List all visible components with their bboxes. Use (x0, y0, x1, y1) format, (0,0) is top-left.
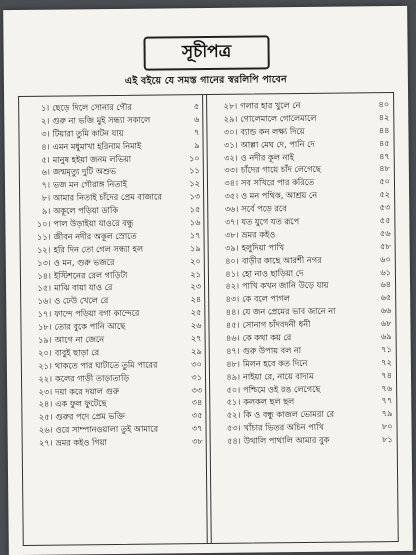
entry-page-number: ৬৬ (380, 305, 392, 316)
entry-number: ২১। (38, 360, 52, 371)
entry-number: ১৪। (37, 270, 51, 281)
entry-title: এমন মধুমাখা হরিনাম নিমাই (52, 140, 142, 152)
entry-title: মাঝি বায়া যাও রে (54, 282, 113, 294)
entry-page-number: ২৩ (190, 281, 202, 292)
entry-title: যে জন প্রেমের ভাব জানে না (242, 305, 336, 317)
entry-number: ২। (40, 115, 50, 126)
entry-title: বাবুই ছাড়া রে (54, 347, 100, 358)
entry-title: জীবন নদীর অকূল স্রোতে (53, 230, 137, 242)
entry-title: বাড়ীর কাছে আরশী নগর (241, 254, 322, 266)
entry-page-number: ১১ (189, 165, 200, 176)
entry-page-number: ১২ (189, 178, 201, 189)
entry-title: ও ঢেউ খেলে রে (54, 295, 109, 306)
entry-title: মিলন হবে কত দিনে (242, 357, 308, 369)
entry-number: ১৯। (37, 334, 52, 345)
entry-number: ২০। (38, 347, 52, 358)
entry-page-number: ১৭ (189, 229, 201, 241)
entry-title: অকূলে পড়িয়া ডাকি (53, 205, 119, 216)
entry-page-number: ৭৪ (381, 369, 393, 380)
entry-number: ৫৩। (226, 422, 241, 434)
entry-number: ৩৭। (224, 216, 239, 227)
entry-number: ৪৭। (226, 345, 240, 356)
entry-title: জন্মমৃত্যু দুটি অশুভ (52, 166, 117, 178)
entry-page-number: ৭৬ (381, 382, 393, 393)
toc-entry (215, 434, 393, 449)
entry-number: ৪। (41, 141, 50, 152)
entry-page-number: ১৬ (189, 217, 201, 228)
entry-page-number: ৫ (193, 101, 200, 112)
entry-page-number: ২৭ (190, 333, 202, 344)
entry-title: উথালি পাথালি আমার বুক (243, 434, 330, 446)
entry-title: আগে না জেনে (54, 334, 105, 345)
entry-number: ১৩। (37, 257, 51, 268)
entry-number: ৫২। (226, 409, 241, 421)
entry-page-number: ৭২ (381, 356, 392, 367)
entry-title: কে বলে পাগল (242, 293, 290, 304)
title-area (3, 34, 407, 70)
entry-page-number: ৭৯ (381, 408, 393, 419)
entry-page-number: ৫২ (379, 189, 391, 200)
entry-title: ছেড়ে দিলে সোনার গৌর (52, 101, 132, 113)
entry-page-number: ৫০ (379, 176, 391, 187)
entry-title: গুরুর পদে প্রেম ভক্তি (55, 411, 125, 422)
entry-number: ১২। (37, 244, 51, 255)
entry-title: গোলেমালে গোলেমালে (240, 112, 317, 124)
entry-title: সব সখিরে পার করিতে (240, 177, 315, 188)
entry-page-number: ৭ (194, 126, 200, 137)
entry-page-number: ৩০ (191, 358, 202, 369)
entry-number: ২৫। (38, 411, 53, 423)
entry-number: ৪২। (225, 281, 240, 292)
entry-page-number: ৬১ (380, 266, 391, 277)
entry-number: ২২। (38, 373, 53, 384)
entry-title: তোর বুকে পানি আছে (54, 320, 126, 332)
entry-number: ৭। (41, 179, 51, 191)
entry-page-number: ৫৩ (379, 202, 391, 213)
entry-page-number: ৬৯ (380, 331, 392, 342)
entry-number: ২৯। (223, 113, 238, 124)
entry-title: কলকল ছল ছল (243, 396, 295, 408)
entry-page-number: ১৫ (189, 204, 201, 215)
toc-right-column (211, 99, 393, 449)
entry-page-number: ৩৪ (191, 397, 203, 408)
entry-page-number: ৫৮ (379, 240, 391, 251)
entry-number: ৯। (41, 205, 51, 216)
entry-title: কে কথা কয় রে (242, 332, 292, 343)
entry-title: পাখি কখন জানি উড়ে যায় (242, 280, 329, 292)
entry-title: গুরু না ভজি মুই সন্ধ্যা সকালে (52, 114, 151, 126)
entry-title: ও মন পথিক, আশ্রয় নে (241, 190, 318, 201)
entry-page-number: ৭১ (381, 343, 392, 355)
entry-number: ২৬। (38, 424, 53, 435)
toc-left-column (23, 101, 203, 451)
entry-number: ৩। (41, 128, 50, 139)
entry-title: ওরে সাম্পানওয়ালা তুই আমারে (55, 423, 159, 435)
entry-page-number: ৬৮ (380, 318, 392, 329)
entry-title: গুরু উপায় বল না (242, 344, 302, 356)
entry-page-number: ৯ (194, 139, 200, 150)
entry-number: ৮। (41, 192, 51, 203)
entry-number: ৩৬। (224, 203, 239, 214)
entry-page-number: ৩৭ (191, 423, 203, 434)
entry-number: ৩৩। (224, 165, 238, 176)
entry-number: ৪১। (225, 268, 239, 279)
entry-title: খাঁচার ভিতর অচিন পাখি (243, 422, 324, 433)
entry-page-number: ৮১ (381, 434, 393, 445)
entry-title: ও মন, গুরু ভজরে (53, 256, 115, 268)
entry-title: মানুষ হইয়া জনম লভিয়া (52, 153, 132, 165)
book-page (3, 6, 413, 555)
entry-page-number: ৫৫ (379, 215, 391, 226)
entry-title: পশ্চিমে ওই রঙ লেগেছে (243, 383, 321, 395)
entry-number: ৩৫। (224, 190, 239, 202)
entry-page-number: ৩৮ (191, 436, 203, 447)
table-of-contents (18, 92, 399, 546)
page-title: সূচীপত্র (181, 41, 232, 63)
entry-title: কি ও বন্ধু কাজল ভোমরা রে (243, 409, 335, 420)
entry-page-number: ২৬ (190, 320, 202, 331)
entry-title: এক ফুল ফুটেছে (55, 398, 107, 410)
entry-number: ১৫। (37, 283, 52, 294)
entry-number: ৩৮। (224, 229, 239, 240)
entry-title: সোনাগ চাঁদবদনী ধনী (242, 319, 311, 330)
entry-title: যত যুগে যত রূপে (241, 216, 300, 227)
entry-number: ৩২। (224, 152, 238, 163)
entry-title: ইস্টিশনের রেল গাড়িটা (53, 269, 128, 281)
entry-title: গলার হার খুলে নে (240, 99, 301, 111)
entry-page-number: ২১ (190, 268, 201, 279)
entry-title: হরি দিন তো গেল সন্ধ্যা হল (53, 243, 144, 255)
entry-title: ভ্রমর কইও (241, 229, 276, 240)
entry-title: ভ্রমর কইও গিয়া (55, 437, 107, 448)
entry-number: ৪৮। (226, 358, 240, 369)
entry-page-number: ৫৬ (379, 227, 391, 239)
entry-number: ৪০। (225, 255, 239, 266)
entry-title: নাইয়া রে, নায়ে বাদাম (242, 370, 314, 382)
entry-number: ১৮। (37, 321, 52, 332)
entry-page-number: ৪৮ (379, 163, 390, 174)
entry-page-number: ৬৫ (380, 292, 392, 303)
entry-page-number: ২৫ (190, 307, 202, 318)
entry-page-number: ৪৫ (378, 137, 390, 148)
title-box (143, 35, 269, 70)
entry-number: ৩১। (223, 139, 238, 150)
entry-number: ২৪। (38, 399, 53, 410)
entry-page-number: ৪৪ (378, 124, 390, 135)
entry-title: হলুদিয়া পাখি (241, 241, 285, 253)
entry-page-number: ৩৫ (191, 410, 203, 421)
entry-page-number: ৩১ (191, 371, 203, 382)
entry-number: ৩৪। (224, 177, 239, 189)
entry-page-number: ৬০ (380, 253, 391, 264)
entry-title: আমার নিতাই চাঁদের প্রেম বাজারে (53, 191, 162, 203)
entry-number: ৪৬। (225, 332, 240, 343)
entry-title: ভজ মন গৌরাঙ্গ নিতাই (52, 179, 128, 190)
entry-page-number: ৩৩ (191, 384, 203, 395)
entry-page-number: ২৪ (190, 294, 202, 305)
entry-title: চাঁদের গায়ে চাঁদ লেগেছে (240, 164, 321, 176)
entry-page-number: ৬ (193, 113, 200, 124)
entry-page-number: ৬৪ (380, 279, 392, 290)
entry-page-number: ১৩ (189, 191, 201, 202)
entry-page-number: ২০ (190, 255, 201, 266)
entry-title: আল্লা মেঘ দে, পানি দে (240, 138, 315, 150)
page-subtitle: এই বইয়ে যে সমস্ত গানের স্বরলিপি পাবেন (124, 74, 287, 87)
entry-page-number: ৪২ (378, 111, 390, 123)
entry-title: হো নাও ছাড়িয়া দে (241, 267, 304, 279)
entry-number: ১৭। (37, 308, 52, 319)
entry-number: ২৮। (223, 100, 238, 111)
entry-number: ১। (40, 102, 50, 113)
entry-page-number: ৭৭ (381, 395, 393, 406)
entry-page-number: ১৯ (189, 242, 201, 253)
entry-page-number: ৮০ (381, 421, 393, 432)
entry-number: ১০। (36, 218, 51, 229)
entry-number: ২৩। (38, 386, 53, 397)
entry-title: ফান্দে পড়িয়া বগা কান্দেরে (54, 307, 140, 319)
entry-title: ও নদীর কূল নাই (240, 151, 294, 163)
entry-page-number: ৪৭ (379, 150, 390, 161)
entry-title: সর্বে পড়ে রবে (241, 203, 287, 214)
entry-title: থাকতে পার ঘাটাতে তুমি পারের (54, 359, 158, 371)
entry-number: ৫৪। (227, 435, 241, 446)
entry-number: ৫১। (226, 397, 241, 408)
entry-number: ১১। (36, 231, 51, 242)
entry-number: ৫০। (226, 384, 241, 395)
entry-number: ৩০। (223, 126, 238, 137)
entry-number: ৪৯। (226, 371, 241, 382)
entry-title: পাল উড়াইয়া যাওরে বন্ধু (53, 217, 134, 229)
entry-number: ৪৩। (225, 293, 240, 305)
entry-title: ব্যান্ড কন লক্ষ্য দিয়ে (240, 125, 305, 137)
entry-title: দয়া করে দয়াল গুরু (55, 385, 120, 397)
entry-number: ২৭। (39, 437, 53, 448)
entry-page-number: ২৯ (191, 345, 202, 357)
entry-title: কলের গাড়ী তাড়াতাড়ি (54, 372, 130, 384)
entry-number: ৬। (41, 167, 50, 178)
entry-number: ৪৫। (225, 319, 240, 330)
entry-title: টিয়ারা তুমি কাটন যায় (52, 127, 124, 139)
entry-number: ৫। (41, 154, 50, 165)
toc-entry (27, 436, 203, 451)
entry-page-number: ১০ (189, 152, 200, 163)
entry-page-number: ৪০ (378, 99, 390, 110)
entry-number: ৪৪। (225, 306, 240, 318)
entry-number: ১৬। (37, 295, 52, 307)
entry-number: ৩৯। (225, 242, 239, 253)
